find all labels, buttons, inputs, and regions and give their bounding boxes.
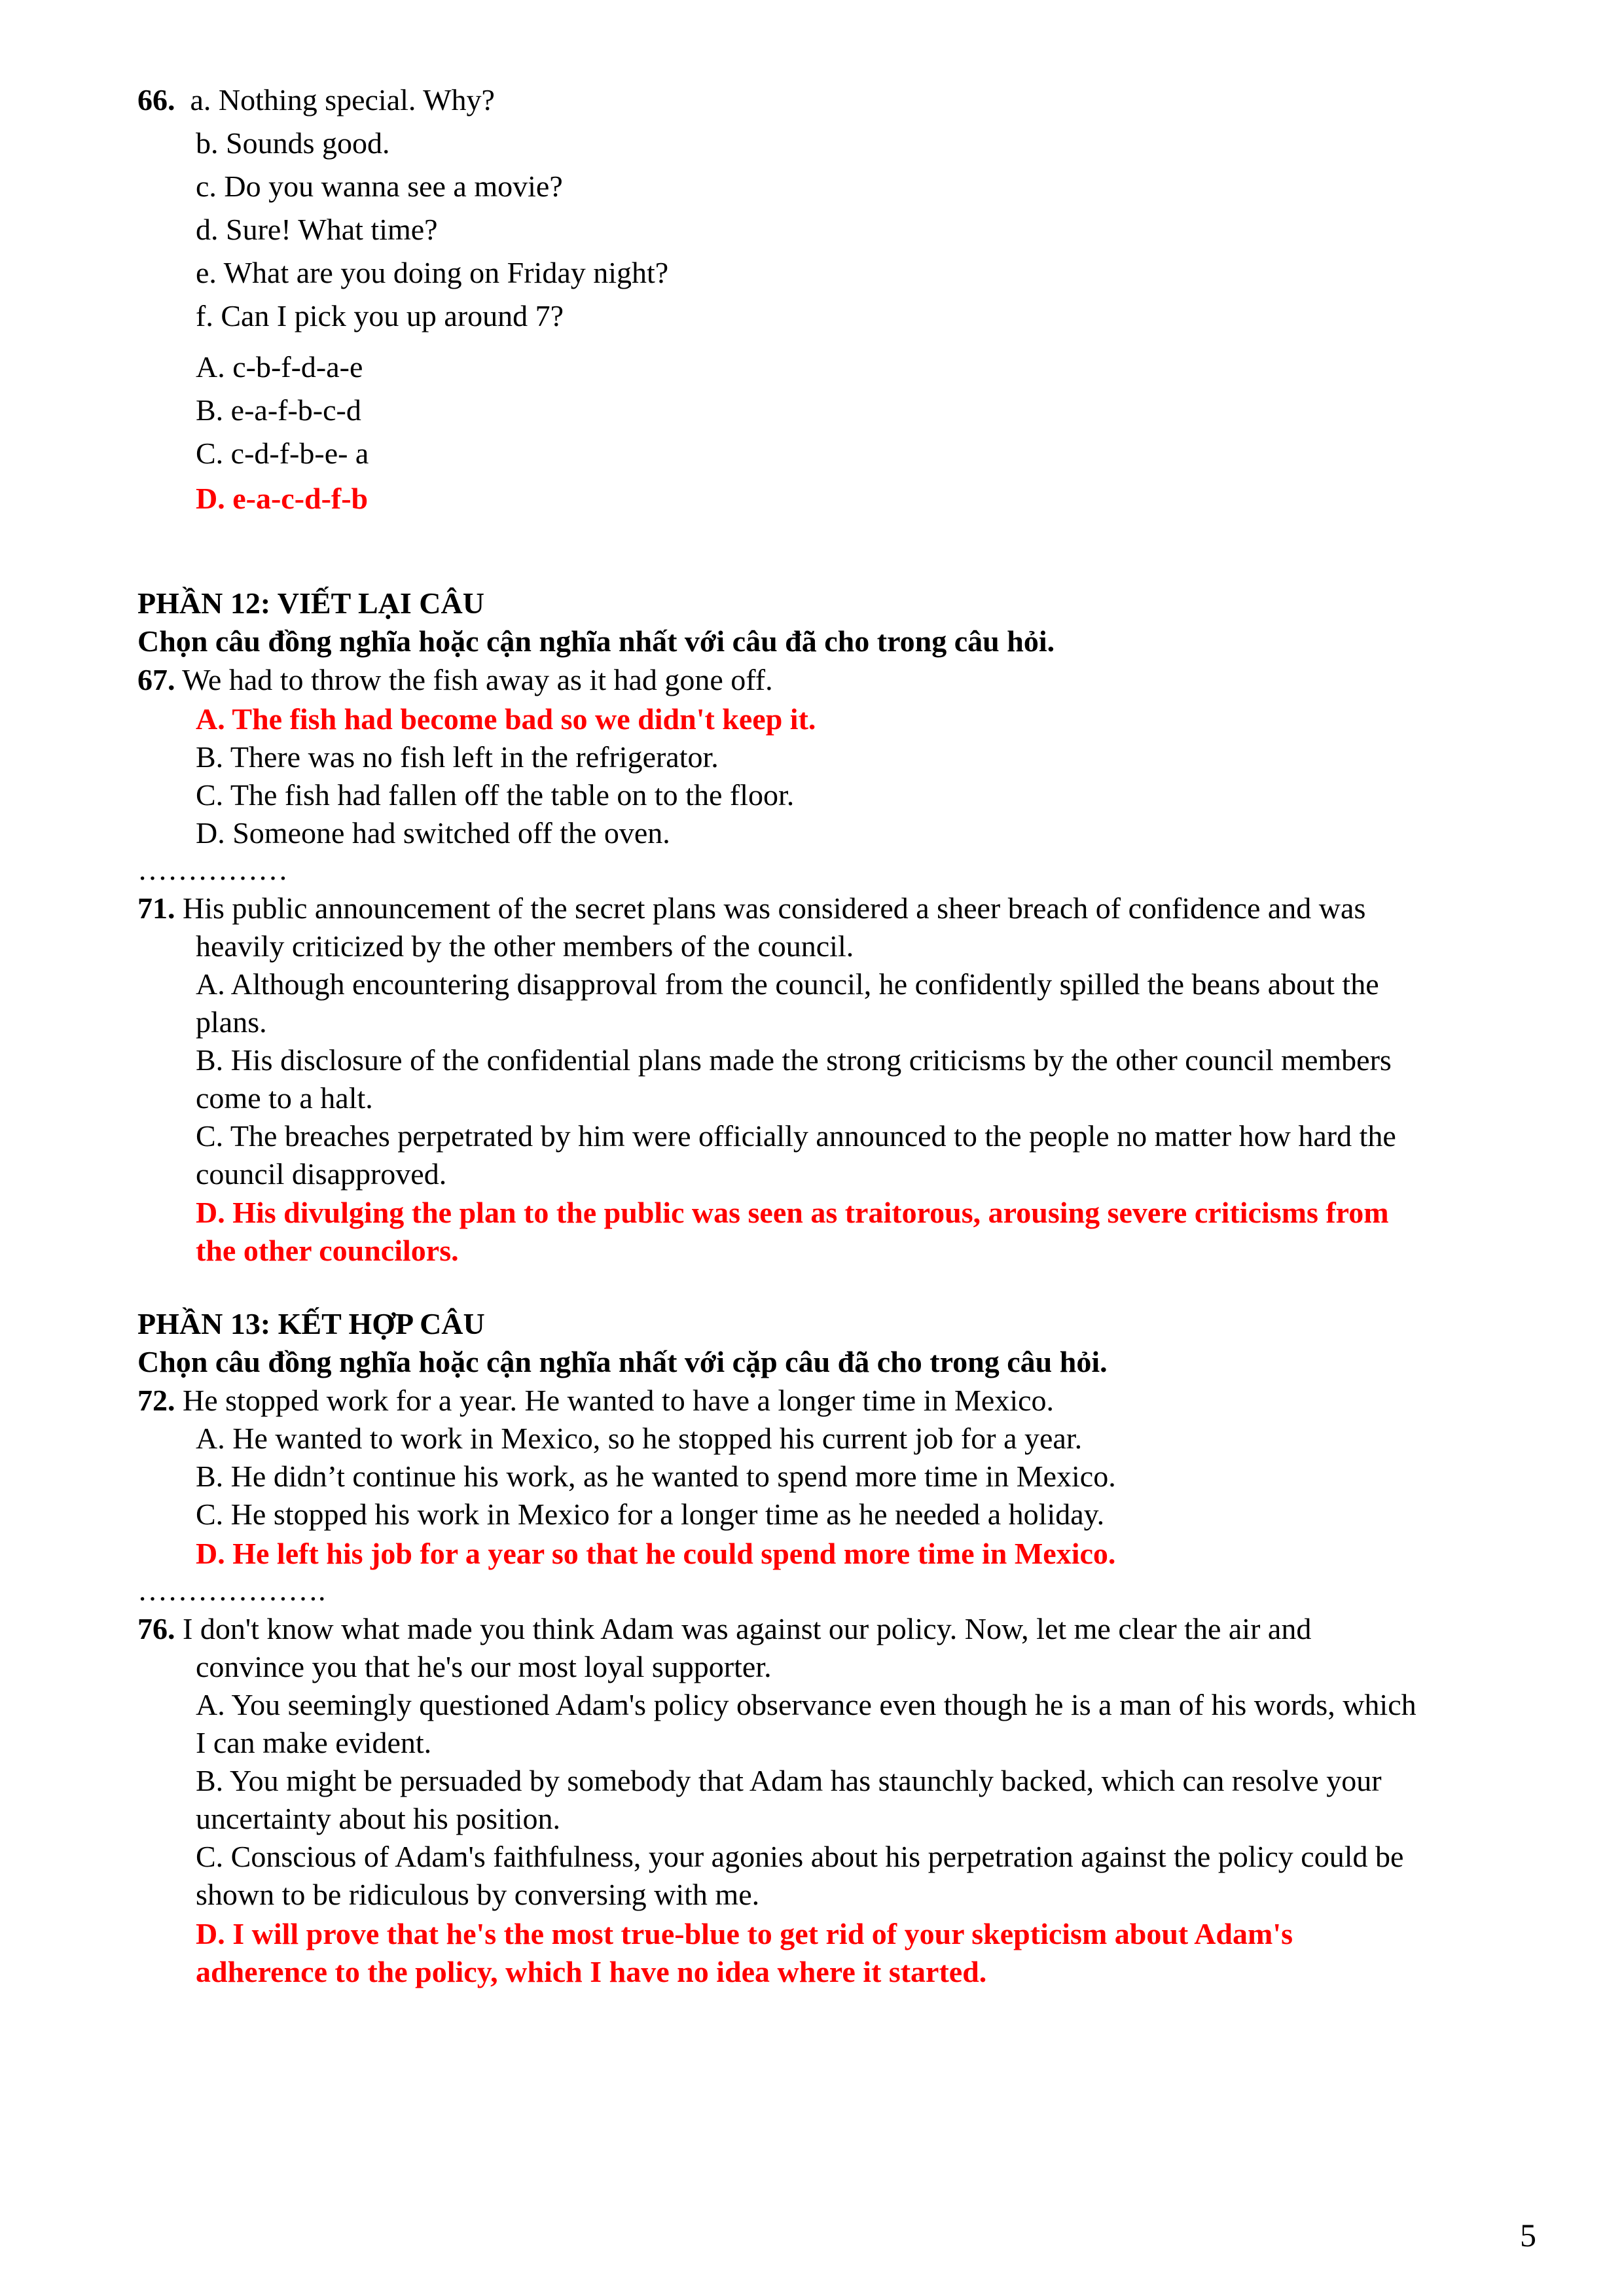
option-c: C. The breaches perpetrated by him were officially announced to the people no matter how hard the	[196, 1119, 1396, 1153]
option-c: C. c-d-f-b-e- a	[196, 437, 369, 470]
option-c-cont: council disapproved.	[196, 1157, 447, 1191]
page-number: 5	[1520, 2217, 1536, 2253]
option-a-cont: plans.	[196, 1005, 267, 1039]
question-stem: I don't know what made you think Adam was against our policy. Now, let me clear the air and	[183, 1612, 1312, 1645]
dialogue-line: e. What are you doing on Friday night?	[196, 256, 669, 289]
option-d: D. Someone had switched off the oven.	[196, 816, 670, 850]
option-b: B. He didn’t continue his work, as he wanted to spend more time in Mexico.	[196, 1460, 1116, 1493]
question-76	[137, 1614, 1311, 1644]
section-title: PHẦN 13: KẾT HỢP CÂU	[137, 1307, 485, 1340]
question-number: 72.	[137, 1384, 175, 1417]
option-a: A. Although encountering disapproval from the council, he confidently spilled the beans about the	[196, 967, 1379, 1001]
dialogue-line: f. Can I pick you up around 7?	[196, 299, 564, 332]
section-instruction: Chọn câu đồng nghĩa hoặc cận nghĩa nhất với cặp câu đã cho trong câu hỏi.	[137, 1345, 1108, 1378]
option-b-cont: uncertainty about his position.	[196, 1802, 561, 1835]
question-stem: We had to throw the fish away as it had gone off.	[182, 663, 773, 696]
option-b: B. There was no fish left in the refrigerator.	[196, 740, 719, 774]
question-66	[137, 85, 495, 115]
question-stem-cont: convince you that he's our most loyal supporter.	[196, 1650, 772, 1683]
question-stem: He stopped work for a year. He wanted to have a longer time in Mexico.	[183, 1384, 1055, 1417]
option-b: B. You might be persuaded by somebody that Adam has staunchly backed, which can resolve your	[196, 1764, 1382, 1797]
option-a: A. You seemingly questioned Adam's policy observance even though he is a man of his words, which	[196, 1688, 1416, 1721]
question-71	[137, 893, 1365, 924]
question-number: 71.	[137, 891, 175, 925]
ellipsis: ……………	[137, 853, 288, 886]
option-c: C. Conscious of Adam's faithfulness, your agonies about his perpetration against the policy could be	[196, 1840, 1404, 1873]
correct-answer: D. He left his job for a year so that he could spend more time in Mexico.	[196, 1537, 1116, 1570]
option-a: A. He wanted to work in Mexico, so he stopped his current job for a year.	[196, 1422, 1083, 1455]
correct-answer: D. His divulging the plan to the public was seen as traitorous, arousing severe criticisms from	[196, 1196, 1389, 1229]
question-72	[137, 1386, 1054, 1416]
section-instruction: Chọn câu đồng nghĩa hoặc cận nghĩa nhất với câu đã cho trong câu hỏi.	[137, 624, 1055, 658]
question-stem: His public announcement of the secret plans was considered a sheer breach of confidence and was	[183, 891, 1366, 925]
ellipsis: ……………….	[137, 1573, 326, 1607]
option-b-cont: come to a halt.	[196, 1081, 373, 1115]
question-stem-cont: heavily criticized by the other members of the council.	[196, 929, 854, 963]
correct-answer: D. I will prove that he's the most true-blue to get rid of your skepticism about Adam's	[196, 1917, 1293, 1950]
dialogue-line: a. Nothing special. Why?	[190, 83, 495, 117]
option-a: A. c-b-f-d-a-e	[196, 350, 363, 384]
question-number: 66.	[137, 83, 175, 117]
question-number: 67.	[137, 663, 175, 696]
option-c: C. He stopped his work in Mexico for a longer time as he needed a holiday.	[196, 1498, 1105, 1531]
question-67	[137, 665, 773, 695]
option-a-cont: I can make evident.	[196, 1726, 432, 1759]
dialogue-line: d. Sure! What time?	[196, 213, 438, 246]
section-title: PHẦN 12: VIẾT LẠI CÂU	[137, 586, 484, 620]
correct-answer-cont: adherence to the policy, which I have no idea where it started.	[196, 1955, 987, 1988]
correct-answer: A. The fish had become bad so we didn't keep it.	[196, 702, 816, 736]
option-b: B. e-a-f-b-c-d	[196, 393, 361, 427]
option-c-cont: shown to be ridiculous by conversing with me.	[196, 1878, 760, 1911]
dialogue-line: b. Sounds good.	[196, 126, 390, 160]
dialogue-line: c. Do you wanna see a movie?	[196, 170, 563, 203]
correct-answer: D. e-a-c-d-f-b	[196, 482, 369, 515]
option-b: B. His disclosure of the confidential plans made the strong criticisms by the other council members	[196, 1043, 1392, 1077]
question-number: 76.	[137, 1612, 175, 1645]
correct-answer-cont: the other councilors.	[196, 1234, 459, 1267]
option-c: C. The fish had fallen off the table on to the floor.	[196, 778, 795, 812]
